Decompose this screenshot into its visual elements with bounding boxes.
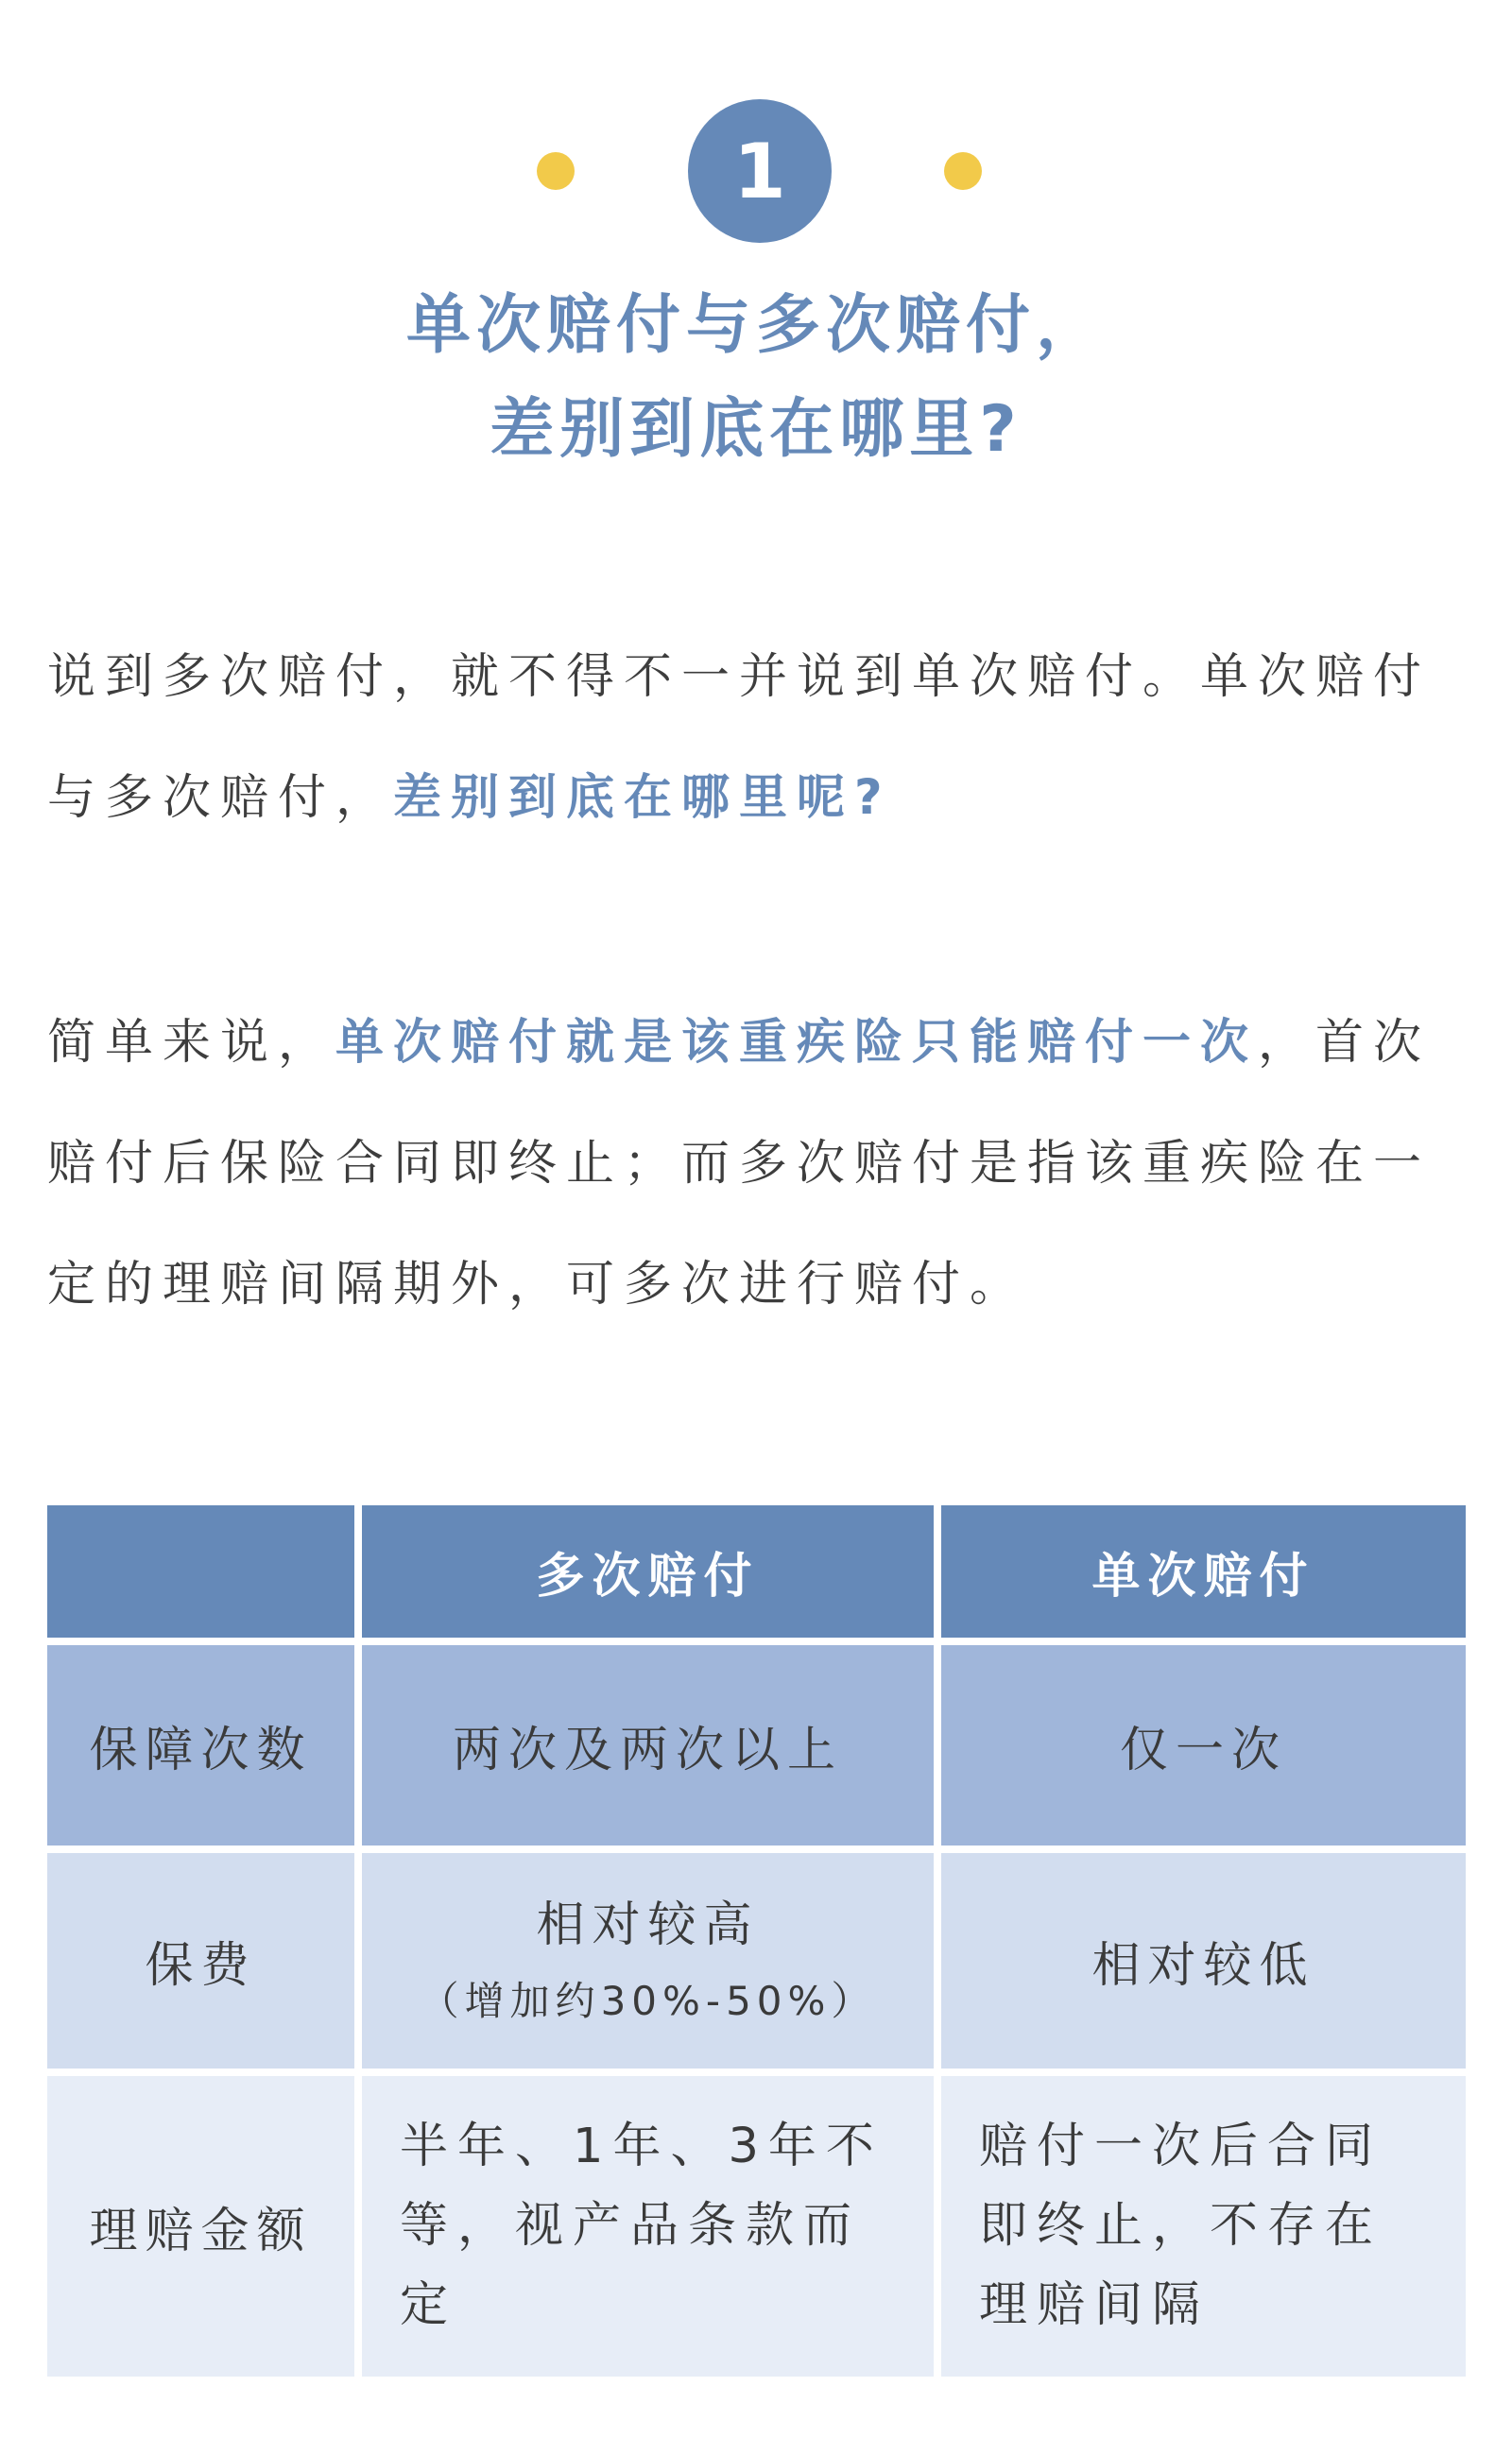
cell-multi-coverage-count: 两次及两次以上 xyxy=(362,1645,934,1846)
cell-single-claim-amount: 赔付一次后合同即终止，不存在理赔间隔 xyxy=(941,2076,1466,2377)
cell-multi-premium xyxy=(362,1853,934,2069)
table-header-single: 单次赔付 xyxy=(941,1505,1466,1638)
decorative-dot-right xyxy=(944,152,982,190)
intro-paragraph xyxy=(47,617,1465,859)
section-title-line1: 单次赔付与多次赔付， xyxy=(405,288,1106,363)
cell-single-coverage-count: 仅一次 xyxy=(941,1645,1466,1846)
table-header-multi: 多次赔付 xyxy=(362,1505,934,1638)
section-number: 1 xyxy=(688,99,832,243)
cell-multi-claim-amount: 半年、1年、3年不等，视产品条款而定 xyxy=(362,2076,934,2377)
cell-multi-premium-main: 相对较高 xyxy=(536,1897,760,1953)
intro-text: 说到多次赔付，就不得不一并说到单次赔付。单次赔付与多次赔付， xyxy=(47,649,1432,826)
section-title xyxy=(0,274,1512,482)
section-badge xyxy=(0,99,1512,243)
decorative-dot-left xyxy=(537,152,575,190)
cell-multi-premium-note: （增加约30%-50%） xyxy=(419,1978,877,2024)
explanation-paragraph xyxy=(47,983,1465,1346)
table-header-empty xyxy=(47,1505,354,1638)
row-label-premium: 保费 xyxy=(47,1853,354,2069)
cell-single-premium: 相对较低 xyxy=(941,1853,1466,2069)
comparison-table xyxy=(47,1505,1466,2377)
intro-highlight: 差别到底在哪里呢? xyxy=(393,770,892,826)
row-label-coverage-count: 保障次数 xyxy=(47,1645,354,1846)
explanation-text-end: ，首次赔付后保险合同即终止；而多次赔付是指该重疾险在一定的理赔间隔期外，可多次进行赔付。 xyxy=(47,1015,1432,1313)
explanation-highlight: 单次赔付就是该重疾险只能赔付一次 xyxy=(335,1015,1259,1071)
row-label-claim-amount: 理赔金额 xyxy=(47,2076,354,2377)
explanation-text-start: 简单来说， xyxy=(47,1015,336,1071)
section-title-line2: 差别到底在哪里? xyxy=(490,392,1022,467)
